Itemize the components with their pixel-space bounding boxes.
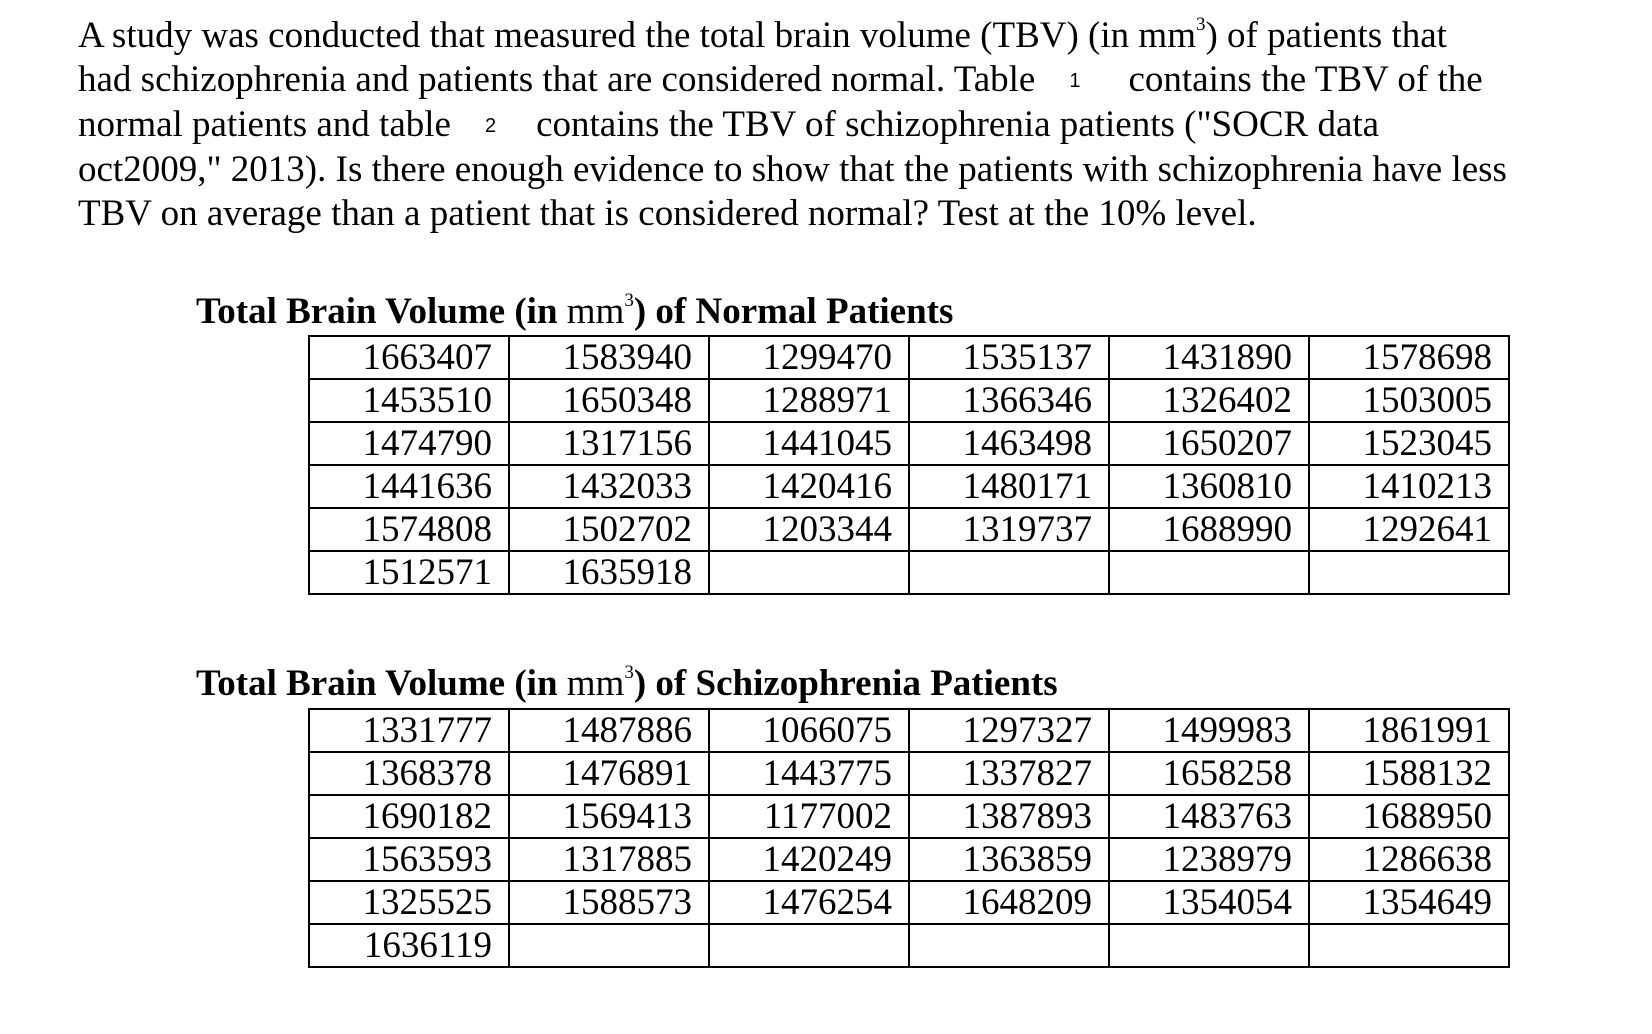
problem-text: A study was conducted that measured the total brain volume (TBV) (in mm [78, 15, 1196, 56]
table-row [309, 838, 1509, 881]
table-cell [1109, 924, 1309, 967]
table-cell: 1066075 [709, 709, 909, 752]
table-cell: 1317156 [509, 422, 709, 465]
table-row [309, 336, 1509, 379]
table-cell [909, 924, 1109, 967]
table-cell: 1650348 [509, 379, 709, 422]
table-cell [909, 551, 1109, 594]
normal-patients-table [308, 335, 1510, 595]
problem-line-4: oct2009," 2013). Is there enough evidence to show that the patients with schizophrenia have less [78, 149, 1507, 190]
table-cell: 1420249 [709, 838, 909, 881]
table-row [309, 709, 1509, 752]
title-text: ) of Schizophrenia Patients [633, 663, 1058, 704]
table-cell: 1636119 [309, 924, 509, 967]
table-cell [709, 924, 909, 967]
table-cell: 1337827 [909, 752, 1109, 795]
superscript-3: 3 [624, 289, 634, 311]
table-cell: 1499983 [1109, 709, 1309, 752]
table-cell: 1588573 [509, 881, 709, 924]
schizophrenia-table-title [196, 662, 1058, 706]
table-cell: 1483763 [1109, 795, 1309, 838]
title-text: ) of Normal Patients [633, 291, 954, 332]
table-cell: 1635918 [509, 551, 709, 594]
table-row [309, 551, 1509, 594]
table-reference-2: 2 [484, 115, 497, 137]
problem-text: normal patients and table [78, 104, 451, 145]
table-cell: 1688950 [1309, 795, 1509, 838]
table-cell: 1441045 [709, 422, 909, 465]
table-cell: 1476254 [709, 881, 909, 924]
table-cell: 1535137 [909, 336, 1109, 379]
table-row [309, 465, 1509, 508]
table-cell: 1453510 [309, 379, 509, 422]
problem-line-1 [78, 14, 1618, 58]
table-cell: 1474790 [309, 422, 509, 465]
table-row [309, 752, 1509, 795]
table-cell: 1203344 [709, 508, 909, 551]
table-cell: 1326402 [1109, 379, 1309, 422]
table-cell: 1476891 [509, 752, 709, 795]
table-cell: 1569413 [509, 795, 709, 838]
title-unit: mm [566, 291, 625, 332]
table-cell: 1523045 [1309, 422, 1509, 465]
table-cell: 1299470 [709, 336, 909, 379]
table-cell [1109, 551, 1309, 594]
table-cell: 1431890 [1109, 336, 1309, 379]
table-cell: 1292641 [1309, 508, 1509, 551]
table-cell: 1502702 [509, 508, 709, 551]
table-reference-1: 1 [1069, 70, 1081, 92]
table-cell: 1463498 [909, 422, 1109, 465]
table-cell [509, 924, 709, 967]
problem-line-3 [78, 103, 1618, 148]
problem-text: contains the TBV of schizophrenia patients ("SOCR data [536, 104, 1380, 145]
superscript-3: 3 [1195, 13, 1206, 35]
table-cell: 1177002 [709, 795, 909, 838]
title-text: Total Brain Volume (in [196, 291, 567, 332]
table-cell: 1432033 [509, 465, 709, 508]
table-cell: 1861991 [1309, 709, 1509, 752]
table-row [309, 795, 1509, 838]
table-cell: 1317885 [509, 838, 709, 881]
table-cell: 1354054 [1109, 881, 1309, 924]
table-cell: 1503005 [1309, 379, 1509, 422]
table-cell: 1443775 [709, 752, 909, 795]
table-cell: 1360810 [1109, 465, 1309, 508]
table-cell: 1354649 [1309, 881, 1509, 924]
table-cell: 1363859 [909, 838, 1109, 881]
normal-table-title [196, 290, 953, 334]
title-text: Total Brain Volume (in [196, 663, 567, 704]
table-row [309, 881, 1509, 924]
problem-statement [78, 14, 1618, 236]
table-cell: 1658258 [1109, 752, 1309, 795]
table-cell: 1574808 [309, 508, 509, 551]
table-row [309, 924, 1509, 967]
table-cell: 1688990 [1109, 508, 1309, 551]
table-cell: 1387893 [909, 795, 1109, 838]
problem-line-2 [78, 58, 1618, 103]
schizophrenia-patients-table [308, 708, 1510, 968]
table-cell: 1480171 [909, 465, 1109, 508]
table-cell [1309, 924, 1509, 967]
table-cell: 1238979 [1109, 838, 1309, 881]
table-cell: 1410213 [1309, 465, 1509, 508]
table-cell: 1368378 [309, 752, 509, 795]
table-row [309, 508, 1509, 551]
table-cell: 1319737 [909, 508, 1109, 551]
problem-line-5: TBV on average than a patient that is considered normal? Test at the 10% level. [78, 193, 1257, 234]
table-cell: 1288971 [709, 379, 909, 422]
table-cell: 1578698 [1309, 336, 1509, 379]
table-cell [1309, 551, 1509, 594]
table-cell: 1563593 [309, 838, 509, 881]
table-cell: 1650207 [1109, 422, 1309, 465]
table-row [309, 422, 1509, 465]
table-cell: 1648209 [909, 881, 1109, 924]
table-cell: 1366346 [909, 379, 1109, 422]
table-cell: 1690182 [309, 795, 509, 838]
table-cell: 1441636 [309, 465, 509, 508]
superscript-3: 3 [624, 661, 634, 683]
table-cell: 1588132 [1309, 752, 1509, 795]
table-cell: 1325525 [309, 881, 509, 924]
table-cell: 1286638 [1309, 838, 1509, 881]
problem-text: had schizophrenia and patients that are considered normal. Table [78, 59, 1036, 100]
table-cell: 1583940 [509, 336, 709, 379]
table-cell: 1331777 [309, 709, 509, 752]
table-cell: 1297327 [909, 709, 1109, 752]
table-cell [709, 551, 909, 594]
title-unit: mm [566, 663, 625, 704]
table-cell: 1512571 [309, 551, 509, 594]
table-cell: 1487886 [509, 709, 709, 752]
problem-text: contains the TBV of the [1128, 59, 1483, 100]
table-cell: 1420416 [709, 465, 909, 508]
table-row [309, 379, 1509, 422]
problem-text: ) of patients that [1205, 15, 1447, 56]
table-cell: 1663407 [309, 336, 509, 379]
